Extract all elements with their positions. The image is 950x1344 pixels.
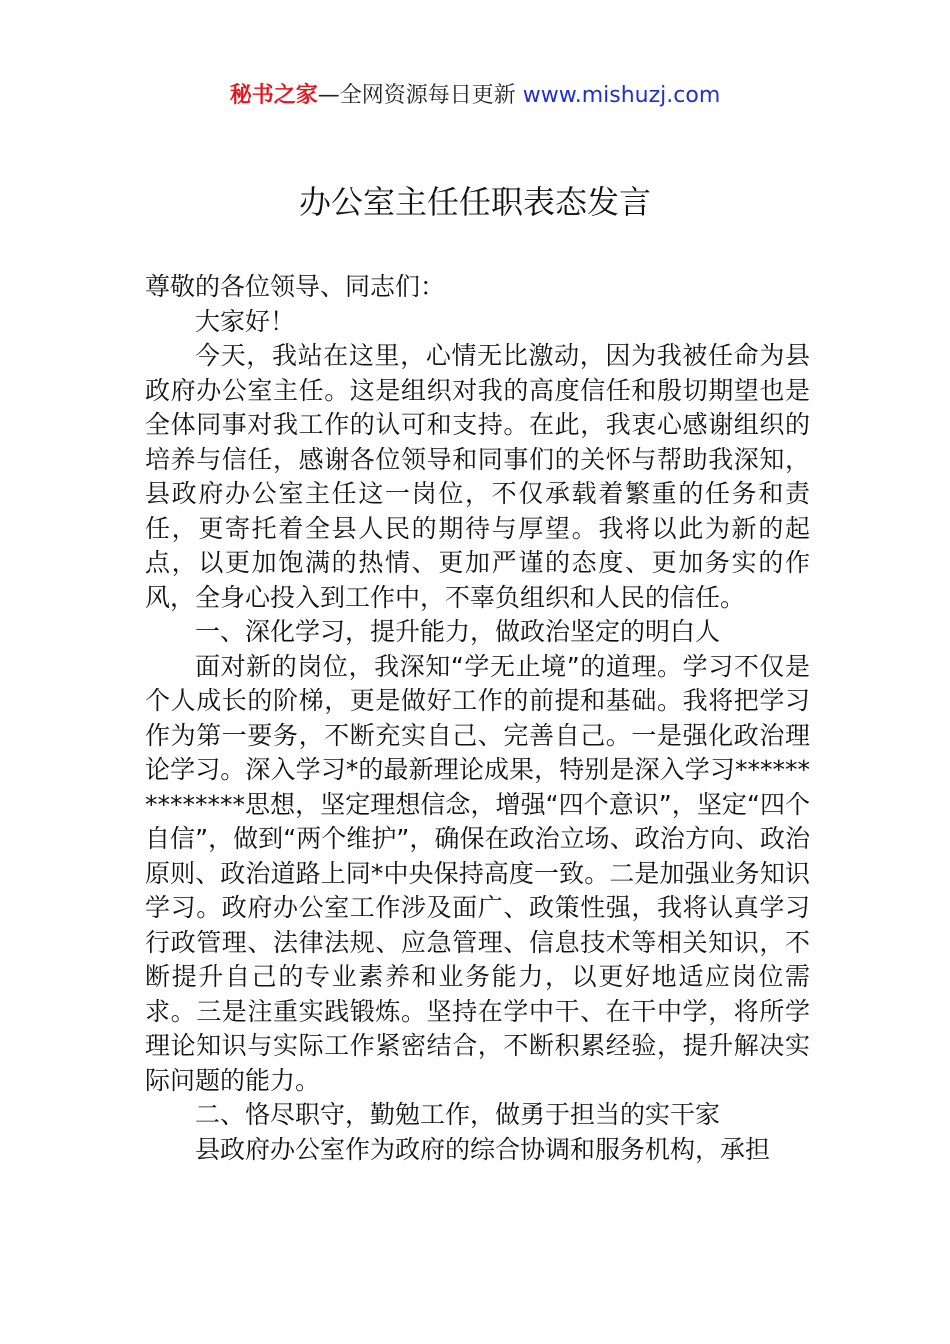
document-body bbox=[145, 270, 810, 1167]
section-1-paragraph: 面对新的岗位，我深知“学无止境”的道理。学习不仅是个人成长的阶梯，更是做好工作的前提和基础。我将把学习作为第一要务，不断充实自己、完善自己。一是强化政治理论学习。深入学习*的最新理论成果，特别是深入学习**************思想，坚定理想信念，增强“四个意识”，坚定“四个自信”，做到“两个维护”，确保在政治立场、政治方向、政治原则、政治道路上同*中央保持高度一致。二是加强业务知识学习。政府办公室工作涉及面广、政策性强，我将认真学习行政管理、法律法规、应急管理、信息技术等相关知识，不断提升自己的专业素养和业务能力，以更好地适应岗位需求。三是注重实践锻炼。坚持在学中干、在干中学，将所学理论知识与实际工作紧密结合，不断积累经验，提升解决实际问题的能力。 bbox=[145, 651, 810, 1095]
section-2-paragraph: 县政府办公室作为政府的综合协调和服务机构，承担 bbox=[195, 1134, 771, 1164]
brand-name: 秘书之家 bbox=[229, 83, 318, 108]
section-1-heading: 一、深化学习，提升能力，做政治坚定的明白人 bbox=[195, 617, 721, 646]
greeting: 大家好！ bbox=[195, 306, 296, 336]
section-2-heading: 二、恪尽职守，勤勉工作，做勇于担当的实干家 bbox=[195, 1100, 721, 1129]
intro-paragraph: 今天，我站在这里，心情无比激动，因为我被任命为县政府办公室主任。这是组织对我的高度信任和殷切期望也是全体同事对我工作的认可和支持。在此，我衷心感谢组织的培养与信任，感谢各位领导和同事们的关怀与帮助我深知，县政府办公室主任这一岗位，不仅承载着繁重的任务和责任，更寄托着全县人民的期待与厚望。我将以此为新的起点，以更加饱满的热情、更加严谨的态度、更加务实的作风，全身心投入到工作中，不辜负组织和人民的信任。 bbox=[145, 341, 810, 612]
site-header bbox=[0, 80, 950, 112]
document-title: 办公室主任任职表态发言 bbox=[298, 183, 651, 221]
site-url-link[interactable]: www.mishuzj.com bbox=[522, 83, 721, 108]
salutation: 尊敬的各位领导、同志们： bbox=[145, 272, 446, 301]
header-tagline: —全网资源每日更新 bbox=[317, 83, 523, 108]
